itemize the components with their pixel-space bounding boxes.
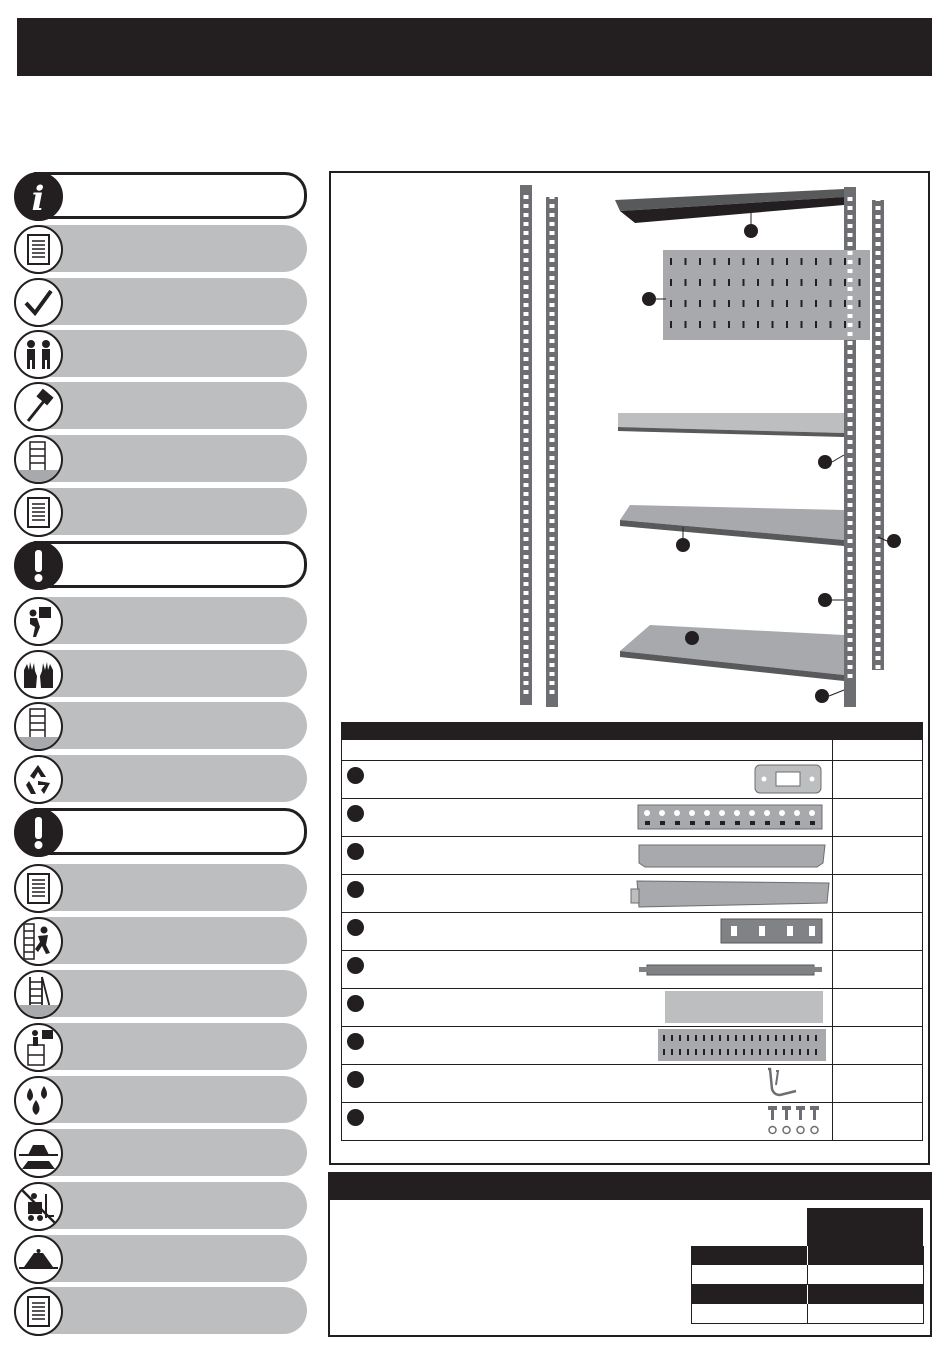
sidebar-item-document <box>14 225 307 272</box>
part-number-bullet <box>347 1109 364 1126</box>
sidebar-item-ladder <box>14 970 307 1017</box>
sidebar-item-bar <box>34 917 307 964</box>
warning-exclamation-icon <box>14 541 63 590</box>
part-number-bullet <box>347 881 364 898</box>
part-number-bullet <box>347 1033 364 1050</box>
load-info-header <box>329 1173 931 1200</box>
document-icon <box>14 864 63 913</box>
load-table-head <box>807 1208 923 1246</box>
parts-row-side-beam <box>341 837 923 875</box>
part-number-bullet <box>347 919 364 936</box>
part-number-bullet <box>347 767 364 784</box>
sidebar-item-warning-exclamation <box>14 808 307 855</box>
load-table-cell <box>691 1285 807 1304</box>
sidebar-item-even-load <box>14 1235 307 1282</box>
shelving-unit-illustration <box>330 175 928 720</box>
shelf-2 <box>618 413 844 437</box>
gloves-icon <box>14 650 63 699</box>
sidebar-item-rubber-mallet <box>14 382 307 429</box>
sidebar-item-bar <box>34 382 307 429</box>
document-icon <box>14 488 63 537</box>
sidebar-item-document <box>14 1287 307 1334</box>
callout-5 <box>887 534 901 548</box>
sidebar-item-info <box>14 172 307 219</box>
lifting-person-icon <box>14 597 63 646</box>
sidebar-item-bar <box>34 225 307 272</box>
sidebar-item-document <box>14 864 307 911</box>
shelf-4 <box>620 625 844 681</box>
ladder-icon <box>14 970 63 1019</box>
sidebar-item-lifting-person <box>14 597 307 644</box>
sidebar-item-recycle <box>14 755 307 802</box>
no-forklift-icon <box>14 1182 63 1231</box>
sidebar-item-no-forklift <box>14 1182 307 1229</box>
parts-row-hook <box>341 1065 923 1103</box>
sidebar-item-bar <box>34 278 307 325</box>
load-table-cell <box>808 1265 924 1284</box>
parts-row-connector-plate <box>341 761 923 799</box>
sidebar-item-bar <box>34 330 307 377</box>
rubber-mallet-icon <box>14 382 63 431</box>
callout-2 <box>642 292 656 306</box>
sidebar-item-bar <box>34 1076 307 1123</box>
parts-table-header <box>341 722 923 740</box>
callout-6 <box>818 593 832 607</box>
sidebar-item-bar <box>34 1182 307 1229</box>
svg-text:i: i <box>31 179 45 219</box>
sidebar-item-bar <box>34 808 307 855</box>
sidebar-item-bar <box>34 1287 307 1334</box>
parts-row-support-bar <box>341 951 923 989</box>
callout-1 <box>744 224 758 238</box>
part-number-bullet <box>347 995 364 1012</box>
sidebar-item-bar <box>34 755 307 802</box>
sidebar-item-shelving-floor <box>14 702 307 749</box>
parts-row-upright-section <box>341 799 923 837</box>
sidebar-item-bar <box>34 864 307 911</box>
part-number-bullet <box>347 843 364 860</box>
sidebar-item-person-on-shelf <box>14 1023 307 1070</box>
load-table-cell <box>692 1265 808 1284</box>
sidebar-item-bar <box>34 650 307 697</box>
document-icon <box>14 1287 63 1336</box>
sidebar-item-bar <box>34 488 307 535</box>
part-number-bullet <box>347 805 364 822</box>
sidebar-item-bar <box>34 597 307 644</box>
sidebar-item-warning-exclamation <box>14 541 307 588</box>
recycle-icon <box>14 755 63 804</box>
parts-table-subheader <box>341 740 923 761</box>
parts-row-bolts-and-nuts <box>341 1103 923 1141</box>
sidebar-item-bar <box>34 970 307 1017</box>
checkmark-icon <box>14 278 63 327</box>
uneven-load-icon <box>14 1129 63 1178</box>
sidebar-item-bar <box>34 541 307 588</box>
callout-8 <box>815 689 829 703</box>
sidebar-item-bar <box>34 435 307 482</box>
load-table-cell <box>691 1246 807 1265</box>
person-on-shelf-icon <box>14 1023 63 1072</box>
two-people-icon <box>14 330 63 379</box>
sidebar-item-gloves <box>14 650 307 697</box>
header-bar <box>17 18 932 76</box>
sidebar-item-bar <box>34 1023 307 1070</box>
part-number-bullet <box>347 1071 364 1088</box>
shelving-floor-icon <box>14 702 63 751</box>
top-shelf <box>615 189 844 223</box>
load-table-cell <box>692 1304 808 1323</box>
load-table-cell <box>808 1304 924 1323</box>
callout-3 <box>818 455 832 469</box>
sidebar-item-bar <box>34 1235 307 1282</box>
water-drops-icon <box>14 1076 63 1125</box>
callout-7 <box>685 631 699 645</box>
load-table-cell <box>807 1285 923 1304</box>
sidebar-item-checkmark <box>14 278 307 325</box>
parts-table <box>341 722 923 1141</box>
part-number-bullet <box>347 957 364 974</box>
sidebar-item-two-people <box>14 330 307 377</box>
parts-row-long-beam <box>341 875 923 913</box>
sidebar-item-climbing-person <box>14 917 307 964</box>
sidebar-item-uneven-load <box>14 1129 307 1176</box>
even-load-icon <box>14 1235 63 1284</box>
document-icon <box>14 225 63 274</box>
callout-4 <box>676 538 690 552</box>
shelving-floor-icon <box>14 435 63 484</box>
sidebar-item-bar <box>34 702 307 749</box>
parts-row-beam-joiner <box>341 913 923 951</box>
shelf-3 <box>620 505 844 546</box>
pegboard <box>663 250 870 340</box>
load-capacity-table <box>691 1208 924 1324</box>
sidebar-item-document <box>14 488 307 535</box>
parts-row-pegboard <box>341 1027 923 1065</box>
climbing-person-icon <box>14 917 63 966</box>
sidebar-item-shelving-floor <box>14 435 307 482</box>
sidebar-item-bar <box>31 172 307 219</box>
warning-exclamation-icon <box>14 808 63 857</box>
info-icon <box>14 172 63 221</box>
load-table-cell <box>807 1246 923 1265</box>
sidebar-item-bar <box>34 1129 307 1176</box>
parts-row-shelf-panel <box>341 989 923 1027</box>
sidebar-item-water-drops <box>14 1076 307 1123</box>
